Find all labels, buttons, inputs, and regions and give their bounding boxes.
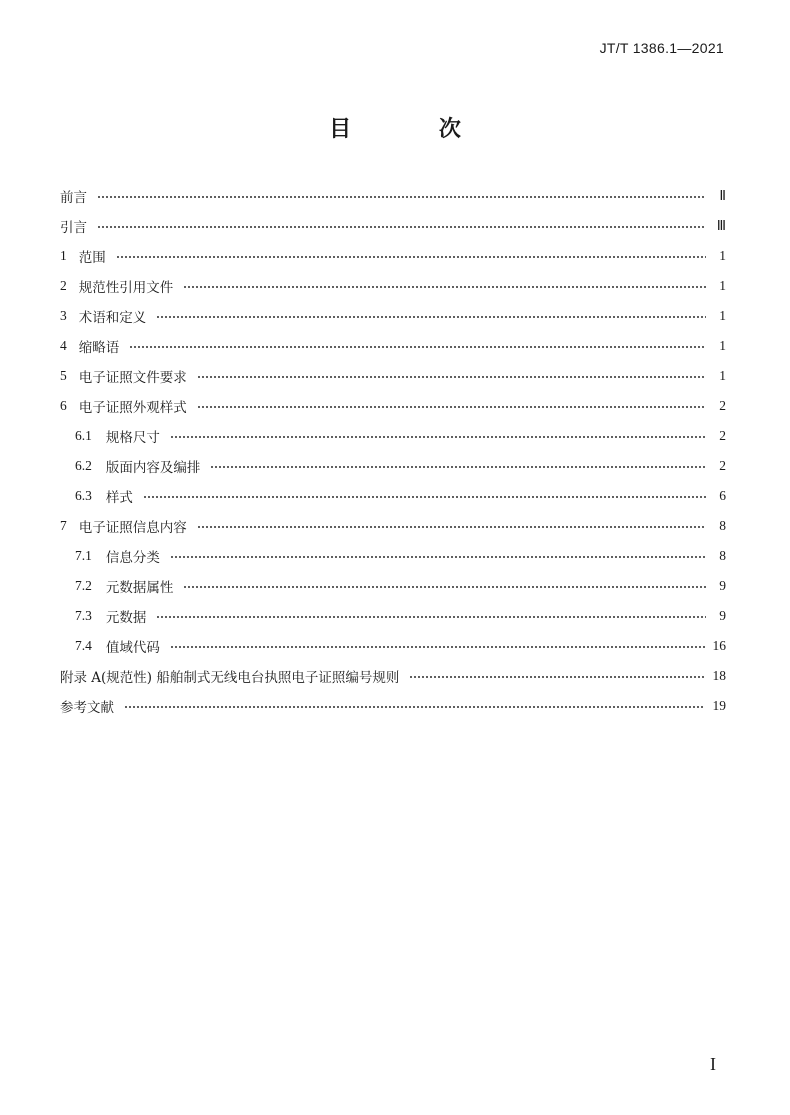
toc-entry-page: 1 (719, 368, 726, 383)
toc-entry[interactable] (60, 181, 726, 211)
toc-entry[interactable] (60, 421, 726, 451)
toc-entry[interactable] (60, 511, 726, 541)
toc-dot-leader (183, 586, 706, 588)
toc-entry-label: 规格尺寸 (105, 430, 160, 446)
toc-dot-leader (183, 286, 706, 288)
toc-entry-number: 1 (60, 248, 67, 263)
toc-dot-leader (156, 316, 706, 318)
toc-entry-label: 术语和定义 (78, 310, 147, 326)
toc-entry-label: 前言 (60, 190, 87, 206)
toc-entry-label: 电子证照文件要求 (78, 370, 187, 386)
toc-entry-number: 7.4 (75, 638, 92, 653)
toc-entry-page: 16 (712, 638, 726, 653)
toc-entry-page: 18 (712, 668, 726, 683)
toc-entry-page: 1 (719, 338, 726, 353)
table-of-contents (60, 181, 726, 721)
toc-entry-label: 电子证照外观样式 (78, 400, 187, 416)
toc-entry-page: 2 (719, 428, 726, 443)
toc-entry[interactable] (60, 331, 726, 361)
toc-entry-label: 范围 (78, 250, 106, 266)
toc-entry-label: 样式 (105, 490, 133, 506)
toc-entry-label: 引言 (60, 220, 87, 236)
toc-entry-number: 6 (60, 398, 67, 413)
toc-entry[interactable] (60, 631, 726, 661)
toc-entry-label: 缩略语 (78, 340, 120, 356)
toc-entry-number: 6.1 (75, 428, 92, 443)
toc-entry-page: 1 (719, 248, 726, 263)
toc-dot-leader (129, 346, 706, 348)
toc-entry-label: 信息分类 (105, 550, 160, 566)
toc-dot-leader (170, 646, 705, 648)
toc-entry-label: 版面内容及编排 (105, 460, 201, 476)
toc-entry-page: Ⅱ (719, 188, 726, 203)
toc-entry[interactable] (60, 571, 726, 601)
toc-dot-leader (97, 226, 706, 228)
toc-entry-label: 电子证照信息内容 (78, 520, 187, 536)
toc-entry-page: 8 (719, 548, 726, 563)
toc-entry-page: 2 (719, 398, 726, 413)
toc-entry[interactable] (60, 451, 726, 481)
toc-entry-number: 3 (60, 308, 67, 323)
toc-dot-leader (197, 406, 706, 408)
toc-dot-leader (116, 256, 706, 258)
toc-entry-number: 5 (60, 368, 67, 383)
toc-entry-page: 8 (719, 518, 726, 533)
toc-dot-leader (156, 616, 706, 618)
toc-entry-page: 9 (719, 578, 726, 593)
toc-entry-label: 元数据属性 (105, 580, 174, 596)
toc-entry-label: 附录 A(规范性) 船舶制式无线电台执照电子证照编号规则 (60, 670, 400, 686)
toc-entry-label: 值域代码 (105, 640, 160, 656)
toc-entry[interactable] (60, 541, 726, 571)
toc-entry-page: Ⅲ (716, 218, 726, 233)
toc-dot-leader (170, 436, 706, 438)
toc-dot-leader (197, 526, 706, 528)
toc-entry-label: 参考文献 (60, 700, 114, 716)
toc-dot-leader (197, 376, 706, 378)
toc-dot-leader (97, 196, 706, 198)
toc-entry-label: 元数据 (105, 610, 147, 626)
page-title: 目 次 (329, 117, 501, 142)
toc-dot-leader (143, 496, 706, 498)
toc-entry[interactable] (60, 271, 726, 301)
toc-entry[interactable] (60, 661, 726, 691)
toc-entry-number: 6.3 (75, 488, 92, 503)
toc-entry-number: 2 (60, 278, 67, 293)
toc-dot-leader (210, 466, 706, 468)
toc-entry[interactable] (60, 391, 726, 421)
toc-dot-leader (409, 676, 704, 678)
toc-entry[interactable] (60, 241, 726, 271)
toc-entry-label: 规范性引用文件 (78, 280, 174, 296)
toc-entry[interactable] (60, 691, 726, 721)
document-code: JT/T 1386.1—2021 (599, 40, 724, 56)
toc-entry-page: 6 (719, 488, 726, 503)
toc-entry-page: 2 (719, 458, 726, 473)
toc-entry-number: 7.3 (75, 608, 92, 623)
toc-entry[interactable] (60, 211, 726, 241)
toc-entry-number: 4 (60, 338, 67, 353)
toc-entry-page: 19 (712, 698, 726, 713)
toc-entry-number: 7 (60, 518, 67, 533)
toc-entry-page: 1 (719, 308, 726, 323)
toc-entry-number: 7.1 (75, 548, 92, 563)
toc-entry-page: 1 (719, 278, 726, 293)
toc-entry[interactable] (60, 481, 726, 511)
toc-dot-leader (124, 706, 705, 708)
toc-entry-page: 9 (719, 608, 726, 623)
toc-entry[interactable] (60, 361, 726, 391)
toc-entry-number: 7.2 (75, 578, 92, 593)
toc-dot-leader (170, 556, 706, 558)
toc-entry[interactable] (60, 601, 726, 631)
page-number: I (710, 1054, 716, 1074)
toc-entry-number: 6.2 (75, 458, 92, 473)
toc-entry[interactable] (60, 301, 726, 331)
